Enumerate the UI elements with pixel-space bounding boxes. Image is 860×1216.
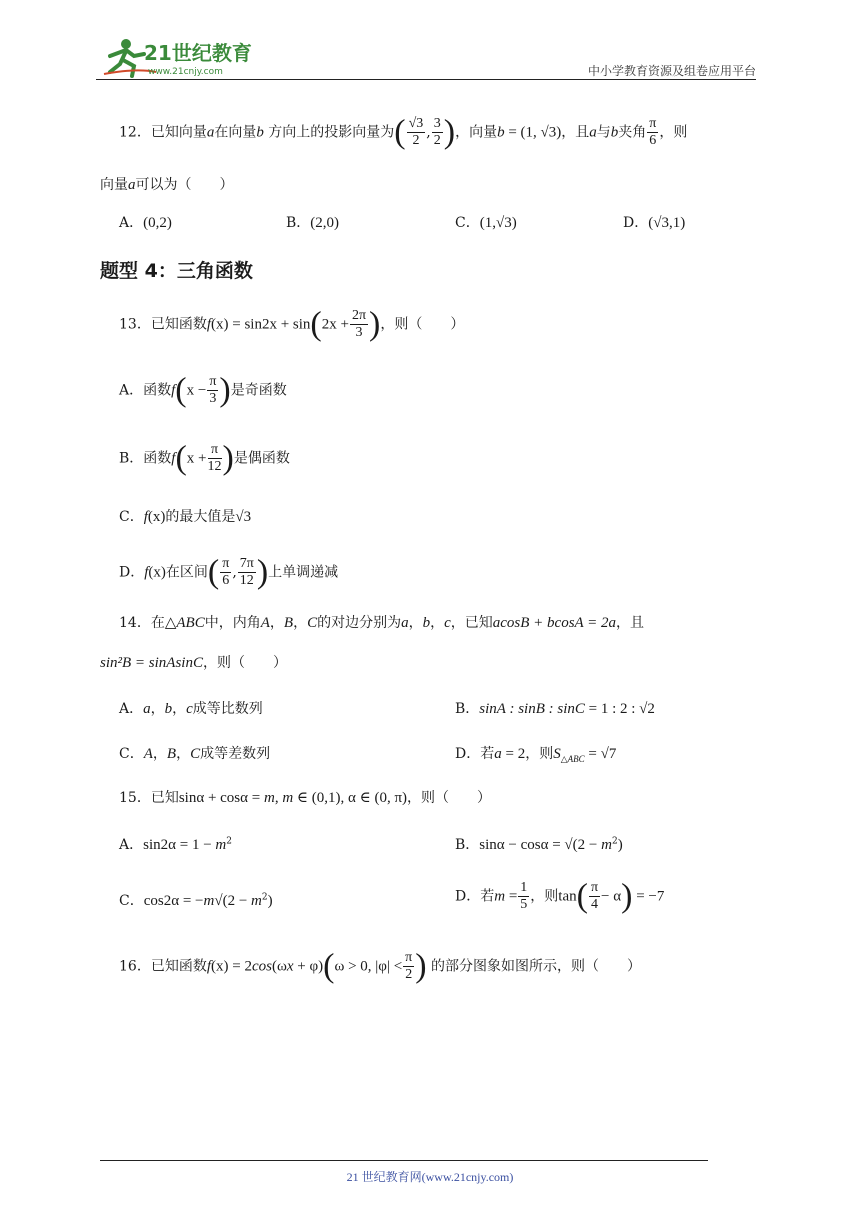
question-15-option-c: C．$\cos 2\alpha = -m√(2 - m^2)$	[119, 892, 273, 909]
section-heading: 题型 4：三角函数	[100, 260, 253, 282]
footer-text: 21 世纪教育网(www.21cnjy.com)	[346, 1170, 514, 1184]
question-13-option-c: C．f(x)的最大值是√3	[119, 509, 252, 525]
question-14-stem: 14．在△ABC中，内角A，B，C的对边分别为a，b，c，已知acosB + bcosA = 2a，且	[119, 615, 645, 631]
question-15-option-b: B．$\sin\alpha - \cos\alpha = √(2 - m^2)$	[455, 836, 623, 853]
question-14-option-b: B．sinA : sinB : sinC = 1 : 2 : √2	[455, 701, 655, 717]
question-14-option-a: A．a，b，c成等比数列	[119, 701, 263, 717]
site-name: 中小学教育资源及组卷应用平台	[587, 64, 756, 78]
question-15-option-a: A．$\sin 2\alpha = 1 - m^2$	[119, 836, 232, 853]
question-15-stem: 15．已知sinα + cosα = m, m ∈ (0,1), α ∈ (0, π)，则（ ）	[119, 790, 492, 806]
question-12-line2: 向量a可以为（ ）	[100, 177, 234, 193]
svg-text:www.21cnjy.com: www.21cnjy.com	[148, 67, 223, 77]
question-16-stem: 16．已知函数f(x) = 2cos(ωx + φ)(ω > 0, |φ| < $\frac{\pi}{2}$ ) 的部分图象如图所示，则（ ）	[119, 947, 642, 985]
header-rule	[96, 79, 756, 80]
question-12-option-a: A．(0,2)	[119, 215, 172, 231]
footer-rule	[100, 1160, 708, 1161]
question-12-option-b: B．(2,0)	[286, 215, 340, 231]
question-15-option-d: D．若m = $\frac{1}{5}$ ，则tan( $\frac{\pi}{4}$ − α) = −7	[455, 877, 665, 915]
question-13-option-b: B．函数f(x + $\frac{\pi}{12}$ )是偶函数	[119, 439, 290, 477]
question-13-stem: 13．已知函数f(x) = sin2x + sin(2x + $\frac{2\pi}{3}$ )，则（ ）	[119, 305, 465, 343]
question-12-option-c: C．(1,√3)	[455, 215, 517, 231]
question-12-option-d: D．(√3,1)	[623, 215, 686, 231]
site-logo	[96, 34, 266, 80]
question-12-stem: 12．已知向量a在向量b 方向上的投影向量为( $\frac{√3}{2}$ , $\frac{3}{2}$ )，向量b = (1, √3)，且a与b夹角 $\frac{\pi}{6}$ ，则	[119, 113, 688, 151]
question-13-option-d: D．f(x)在区间( $\frac{\pi}{6}$ , $\frac{7\pi}{12}$ )上单调递减	[119, 553, 339, 591]
question-13-option-a: A．函数f(x − $\frac{\pi}{3}$ )是奇函数	[119, 371, 287, 409]
question-14-option-c: C．A，B，C成等差数列	[119, 746, 271, 762]
question-14-option-d: D．若a = 2，则$S_{\triangle ABC} = √7$	[455, 746, 617, 764]
question-14-line2: sin²B = sinAsinC，则（ ）	[100, 655, 287, 671]
svg-text:21世纪教育: 21世纪教育	[144, 41, 252, 65]
